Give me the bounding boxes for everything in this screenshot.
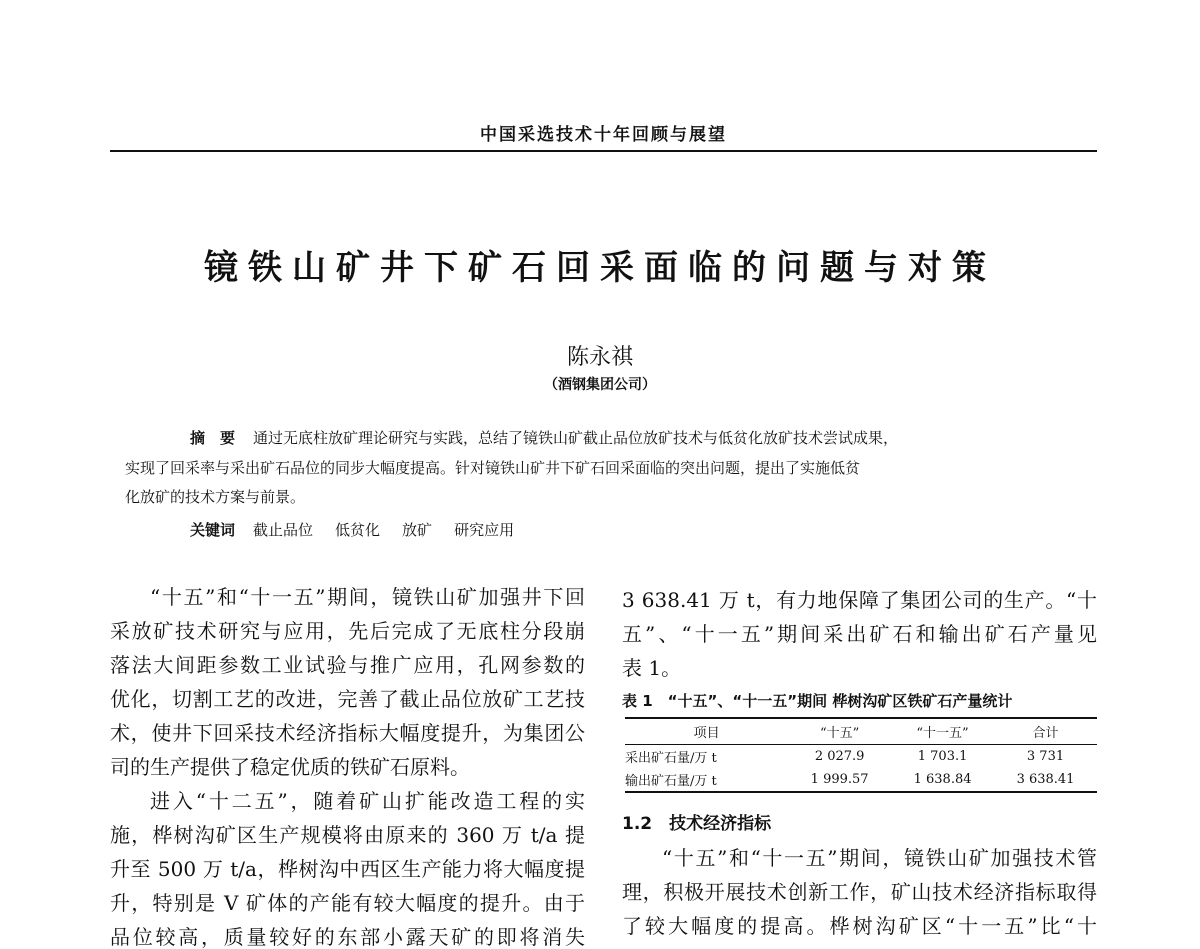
table-caption: 表 1 “十五”、“十一五”期间 桦树沟矿区铁矿石产量统计 bbox=[622, 692, 1013, 710]
table-header: “十五” bbox=[788, 718, 891, 745]
keyword: 研究应用 bbox=[454, 521, 515, 539]
keywords-label: 关键词 bbox=[190, 521, 236, 539]
table-header-row bbox=[625, 718, 1097, 745]
body-text-line: 升，特别是 V 矿体的产能有较大幅度的提升。由于 bbox=[110, 891, 585, 915]
body-text-line: 品位较高，质量较好的东部小露天矿的即将消失 bbox=[110, 925, 585, 949]
running-header: 中国采选技术十年回顾与展望 bbox=[480, 125, 727, 145]
body-text-line: 五”、“十一五”期间采出矿石和输出矿石产量见 bbox=[622, 622, 1097, 646]
header-rule bbox=[110, 150, 1097, 152]
table-row bbox=[625, 768, 1097, 792]
table-header: 项目 bbox=[625, 718, 788, 745]
affiliation: （酒钢集团公司） bbox=[544, 377, 656, 393]
table-row bbox=[625, 745, 1097, 769]
keywords bbox=[125, 520, 1085, 540]
table-cell: 1 638.84 bbox=[891, 768, 994, 792]
section-heading: 1.2 技术经济指标 bbox=[622, 814, 772, 834]
table-header: “十一五” bbox=[891, 718, 994, 745]
body-text-line: 升至 500 万 t/a，桦树沟中西区生产能力将大幅度提 bbox=[110, 857, 585, 881]
table-cell: 采出矿石量/万 t bbox=[625, 751, 717, 766]
body-text-line: 术，使井下回采技术经济指标大幅度提升，为集团公 bbox=[110, 721, 585, 745]
table-cell: 2 027.9 bbox=[814, 749, 865, 764]
production-table bbox=[625, 717, 1097, 793]
abstract-label: 摘 要 bbox=[190, 429, 236, 447]
body-text-line: 理，积极开展技术创新工作，矿山技术经济指标取得 bbox=[622, 880, 1097, 904]
table-cell: 1 999.57 bbox=[788, 768, 891, 792]
keyword: 放矿 bbox=[402, 521, 433, 539]
body-text-line: 优化，切割工艺的改进，完善了截止品位放矿工艺技 bbox=[110, 687, 585, 711]
table-header: 合计 bbox=[994, 718, 1097, 745]
body-text-line: 施，桦树沟矿区生产规模将由原来的 360 万 t/a 提 bbox=[110, 823, 585, 847]
body-text-line: 了较大幅度的提高。桦树沟矿区“十一五”比“十 bbox=[622, 914, 1097, 938]
abstract-text: 通过无底柱放矿理论研究与实践，总结了镜铁山矿截止品位放矿技术与低贫化放矿技术尝试成果， bbox=[253, 429, 899, 447]
abstract-line bbox=[125, 428, 1085, 448]
article-title: 镜铁山矿井下矿石回采面临的问题与对策 bbox=[204, 248, 996, 288]
body-text-line: “十五”和“十一五”期间，镜铁山矿加强井下回 bbox=[150, 585, 585, 609]
body-text-line: 采放矿技术研究与应用，先后完成了无底柱分段崩 bbox=[110, 619, 585, 643]
table-cell: 3 731 bbox=[1026, 749, 1065, 764]
table-cell: 3 638.41 bbox=[994, 768, 1097, 792]
body-text-line: 表 1。 bbox=[622, 656, 682, 680]
body-text-line: “十五”和“十一五”期间，镜铁山矿加强技术管 bbox=[662, 846, 1097, 870]
keyword: 截止品位 bbox=[253, 521, 314, 539]
body-text-line: 进入“十二五”，随着矿山扩能改造工程的实 bbox=[150, 789, 585, 813]
abstract-line: 化放矿的技术方案与前景。 bbox=[125, 488, 306, 506]
body-text-line: 落法大间距参数工业试验与推广应用，孔网参数的 bbox=[110, 653, 585, 677]
table-cell: 输出矿石量/万 t bbox=[625, 768, 788, 792]
author: 陈永祺 bbox=[566, 345, 633, 370]
table-cell: 1 703.1 bbox=[917, 749, 968, 764]
body-text-line: 司的生产提供了稳定优质的铁矿石原料。 bbox=[110, 755, 470, 779]
body-text-line: 3 638.41 万 t，有力地保障了集团公司的生产。“十 bbox=[622, 588, 1097, 612]
abstract-line: 实现了回采率与采出矿石品位的同步大幅度提高。针对镜铁山矿井下矿石回采面临的突出问题，提出了实施低贫 bbox=[125, 459, 861, 477]
keyword: 低贫化 bbox=[335, 521, 381, 539]
